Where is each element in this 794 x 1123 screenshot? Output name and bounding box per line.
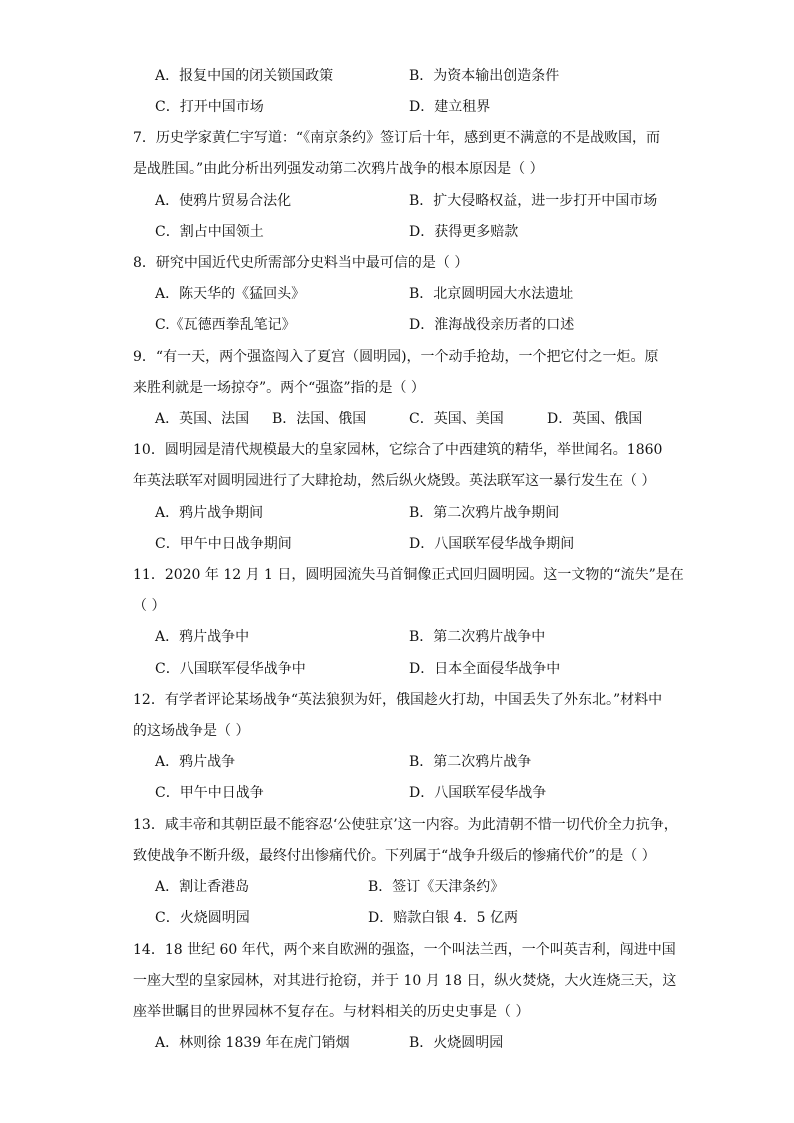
q7-option-d: D．获得更多赔款 bbox=[409, 224, 519, 240]
q6-option-c: C．打开中国市场 bbox=[155, 99, 264, 115]
q8-option-c: C.《瓦德西拳乱笔记》 bbox=[155, 317, 296, 333]
q12-option-b: B．第二次鸦片战争 bbox=[409, 754, 532, 770]
q13-option-a: A．割让香港岛 bbox=[155, 879, 250, 895]
q7-option-a: A．使鸦片贸易合法化 bbox=[155, 193, 292, 209]
q7-stem-line-1: 7．历史学家黄仁宇写道：“《南京条约》签订后十年，感到更不满意的不是战败国，而 bbox=[133, 130, 661, 146]
q8-option-a: A．陈天华的《猛回头》 bbox=[155, 286, 306, 302]
q9-option-c: C．英国、美国 bbox=[409, 411, 504, 427]
q11-option-a: A．鸦片战争中 bbox=[155, 629, 250, 645]
q13-stem-line-1: 13．咸丰帝和其朝臣最不能容忍‘公使驻京’这一内容。为此清朝不惜一切代价全力抗争， bbox=[133, 817, 678, 833]
q6-option-a: A．报复中国的闭关锁国政策 bbox=[155, 68, 334, 84]
q11-option-d: D．日本全面侵华战争中 bbox=[409, 661, 561, 677]
q10-stem-line-1: 10．圆明园是清代规模最大的皇家园林，它综合了中西建筑的精华，举世闻名。1860 bbox=[133, 442, 663, 458]
q14-option-b: B．火烧圆明园 bbox=[409, 1035, 504, 1051]
q13-option-b: B．签订《天津条约》 bbox=[368, 879, 505, 895]
q9-option-a: A．英国、法国 bbox=[155, 411, 250, 427]
q11-stem-line-2: （ ） bbox=[133, 598, 166, 614]
q7-option-b: B．扩大侵略权益，进一步打开中国市场 bbox=[409, 193, 658, 209]
q13-option-d: D．赔款白银 4．5 亿两 bbox=[368, 910, 518, 926]
q7-option-c: C．割占中国领土 bbox=[155, 224, 264, 240]
q14-stem-line-1: 14．18 世纪 60 年代，两个来自欧洲的强盗，一个叫法兰西，一个叫英吉利，闯进中国 bbox=[133, 942, 676, 958]
q10-option-a: A．鸦片战争期间 bbox=[155, 505, 264, 521]
q10-option-b: B．第二次鸦片战争期间 bbox=[409, 505, 560, 521]
q9-option-b: B．法国、俄国 bbox=[272, 411, 367, 427]
q12-stem-line-2: 的这场战争是（ ） bbox=[133, 723, 250, 739]
q12-stem-line-1: 12．有学者评论某场战争“英法狼狈为奸，俄国趁火打劫，中国丢失了外东北。”材料中 bbox=[133, 692, 663, 708]
q6-option-b: B．为资本输出创造条件 bbox=[409, 68, 560, 84]
q14-stem-line-3: 座举世瞩目的世界园林不复存在。与材料相关的历史史事是（ ） bbox=[133, 1004, 530, 1020]
q14-stem-line-2: 一座大型的皇家园林，对其进行抢窃，并于 10 月 18 日，纵火焚烧，大火连烧三天，这 bbox=[133, 973, 677, 989]
q7-stem-line-2: 是战胜国。”由此分析出列强发动第二次鸦片战争的根本原因是（ ） bbox=[133, 161, 544, 177]
q10-option-c: C．甲午中日战争期间 bbox=[155, 536, 292, 552]
q12-option-c: C．甲午中日战争 bbox=[155, 785, 264, 801]
q13-option-c: C．火烧圆明园 bbox=[155, 910, 250, 926]
q8-stem-line-1: 8．研究中国近代史所需部分史料当中最可信的是（ ） bbox=[133, 255, 469, 271]
q9-stem-line-1: 9．“有一天，两个强盗闯入了夏宫（圆明园)，一个动手抢劫，一个把它付之一炬。原 bbox=[133, 349, 659, 365]
q13-stem-line-2: 致使战争不断升级，最终付出惨痛代价。下列属于“战争升级后的惨痛代价”的是（ ） bbox=[133, 848, 656, 864]
q8-option-b: B．北京圆明园大水法遗址 bbox=[409, 286, 574, 302]
q14-option-a: A．林则徐 1839 年在虎门销烟 bbox=[155, 1035, 350, 1051]
q11-option-c: C．八国联军侵华战争中 bbox=[155, 661, 306, 677]
q9-option-d: D．英国、俄国 bbox=[547, 411, 643, 427]
q10-option-d: D．八国联军侵华战争期间 bbox=[409, 536, 575, 552]
q6-option-d: D．建立租界 bbox=[409, 99, 491, 115]
q12-option-d: D．八国联军侵华战争 bbox=[409, 785, 547, 801]
q10-stem-line-2: 年英法联军对圆明园进行了大肆抢劫，然后纵火烧毁。英法联军这一暴行发生在（ ） bbox=[133, 473, 656, 489]
q11-option-b: B．第二次鸦片战争中 bbox=[409, 629, 546, 645]
q12-option-a: A．鸦片战争 bbox=[155, 754, 236, 770]
q8-option-d: D．淮海战役亲历者的口述 bbox=[409, 317, 575, 333]
q11-stem-line-1: 11．2020 年 12 月 1 日，圆明园流失马首铜像正式回归圆明园。这一文物的“流失”是在 bbox=[133, 567, 684, 583]
q9-stem-line-2: 来胜利就是一场掠夺”。两个“强盗”指的是（ ） bbox=[133, 380, 425, 396]
